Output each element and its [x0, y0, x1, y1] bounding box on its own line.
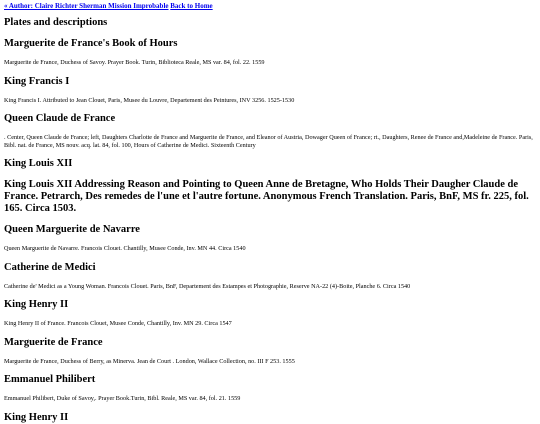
entry-description: Marguerite de France, Duchess of Savoy. Prayer Book. Turin, Biblioteca Reale, MS var. 84, fol. 22. 1559 — [4, 59, 265, 66]
entry-title: King Henry II — [4, 299, 69, 310]
entry-title: Marguerite de France — [4, 336, 103, 348]
entry-title: King Louis XII — [4, 158, 73, 169]
entry-title: King Henry II — [4, 411, 69, 423]
author-link[interactable]: « Author: Claire Richter Sherman Mission Improbable — [4, 2, 169, 10]
entry-title: Queen Claude de France — [4, 113, 116, 124]
entry-title: Queen Marguerite de Navarre — [4, 224, 140, 235]
entry-title: Catherine de Medici — [4, 261, 96, 273]
entry-description: King Henry II of France. Francois Clouet, Musee Conde, Chantilly, Inv. MN 29. Circa 1547 — [4, 320, 232, 327]
entry-title: King Louis XII Addressing Reason and Pointing to Queen Anne de Bretagne, Who Holds Their Daugher Claude de France. Petrarch, Des remedes de l'une et l'autre fortune. Anonymous French Translation. Paris, BnF, MS fr. 225, fol. 165. Circa 1503. — [4, 179, 529, 214]
entry-description: Catherine de' Medici as a Young Woman. Francois Clouet. Paris, BnF, Departement des Estampes et Photographie, Reserve NA-22 (4)-Boite, Planche 6. Circa 1540 — [4, 282, 411, 290]
entry-title: Marguerite de France's Book of Hours — [4, 38, 178, 49]
entry-description: Marguerite de France, Duchess of Berry, as Minerva. Jean de Court . London, Wallace Collection, no. III F 253. 1555 — [4, 357, 295, 365]
entry-description: King Francis I. Attributed to Jean Clouet, Paris, Musee du Louvre, Departement des Peintures, INV 3256. 1525-1530 — [4, 96, 295, 104]
entry-title: King Francis I — [4, 75, 70, 87]
top-navigation — [4, 2, 536, 11]
entry-description: Queen Marguerite de Navarre. Francois Clouet. Chantilly, Musee Conde, Inv. MN 44. Circa 1540 — [4, 245, 246, 252]
entry-title: Emmanuel Philibert — [4, 374, 96, 385]
page-title: Plates and descriptions — [4, 17, 108, 28]
entry-description: . Center, Queen Claude de France; left, Daughters Charlotte de France and Marguerite de France, and Eleanor of Austria, Dowager Queen of France; rt., Daughters, Renee de France and,Madeleine de France. Paris, Bibl. nat. de France, MS nouv. acq. lat. 84, fol. 100, Hours of Catherine de Medici. Sixteenth Century — [4, 134, 533, 149]
home-link[interactable]: Back to Home — [170, 2, 213, 10]
entry-description: Emmanuel Philibert, Duke of Savoy,. Prayer Book.Turin, Bibl. Reale, MS var. 84, fol. 21. 1559 — [4, 395, 241, 402]
